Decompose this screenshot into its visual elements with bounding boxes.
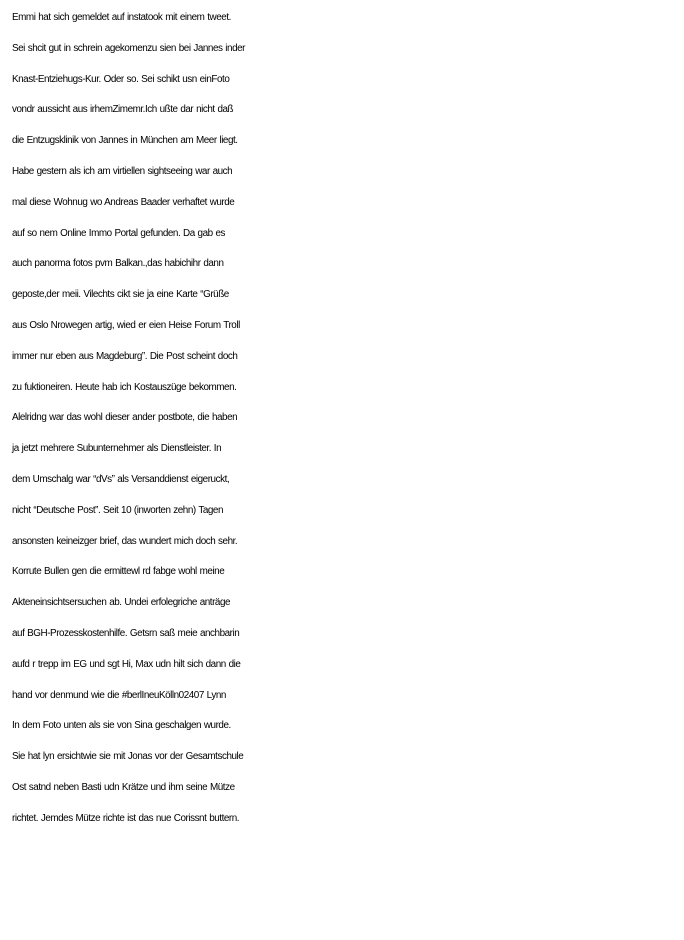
text-line: Sie hat lyn ersichtwie sie mit Jonas vor der Gesamtschule: [12, 751, 244, 763]
text-line: hand vor denmund wie die #berlIneuKölln02407 Lynn: [12, 689, 226, 701]
text-line: aus Oslo Nrowegen artig, wied er eien Heise Forum Troll: [12, 319, 240, 331]
text-line: ja jetzt mehrere Subunternehmer als Dienstleister. In: [12, 443, 222, 455]
text-line: aufd r trepp im EG und sgt Hi, Max udn hilt sich dann die: [12, 658, 241, 670]
text-line: vondr aussicht aus irhemZimemr.Ich ußte dar nicht daß: [12, 104, 234, 116]
text-line: richtet. Jemdes Mütze richte ist das nue Corissnt buttern.: [12, 812, 240, 824]
text-line: Knast-Entziehugs-Kur. Oder so. Sei schikt usn einFoto: [12, 73, 230, 85]
text-line: Sei shcit gut in schrein agekomenzu sien bei Jannes inder: [12, 42, 246, 54]
text-line: Habe gestern als ich am virtiellen sightseeing war auch: [12, 165, 233, 177]
text-line: Alelridng war das wohl dieser ander postbote, die haben: [12, 412, 238, 424]
text-line: auch panorma fotos pvm Balkan.,das habichihr dann: [12, 258, 224, 270]
text-line: dem Umschalg war “dVs” als Versanddienst eigeruckt,: [12, 473, 230, 485]
text-line: immer nur eben aus Magdeburg”. Die Post scheint doch: [12, 350, 238, 362]
text-line: nicht “Deutsche Post”. Seit 10 (inworten zehn) Tagen: [12, 504, 224, 516]
body-text: [12, 3, 684, 835]
text-line: zu fuktioneiren. Heute hab ich Kostauszüge bekommen.: [12, 381, 237, 393]
text-line: auf BGH-Prozesskostenhilfe. Getsrn saß meie anchbarin: [12, 627, 240, 639]
text-line: Ost satnd neben Basti udn Krätze und ihm seine Mütze: [12, 781, 235, 793]
text-line: die Entzugsklinik von Jannes in München am Meer liegt.: [12, 135, 238, 147]
text-line: Korrute Bullen gen die ermittewl rd fabge wohl meine: [12, 566, 225, 578]
text-line: mal diese Wohnug wo Andreas Baader verhaftet wurde: [12, 196, 235, 208]
text-line: auf so nem Online Immo Portal gefunden. Da gab es: [12, 227, 225, 239]
text-line: Emmi hat sich gemeldet auf instatook mit einem tweet.: [12, 12, 231, 23]
text-line: ansonsten keineizger brief, das wundert mich doch sehr.: [12, 535, 238, 547]
text-line: Akteneinsichtsersuchen ab. Undei erfolegriche anträge: [12, 597, 231, 609]
text-line: geposte,der meii. Vilechts cikt sie ja eine Karte “Grüße: [12, 289, 229, 301]
text-line: In dem Foto unten als sie von Sina geschalgen wurde.: [12, 720, 231, 732]
